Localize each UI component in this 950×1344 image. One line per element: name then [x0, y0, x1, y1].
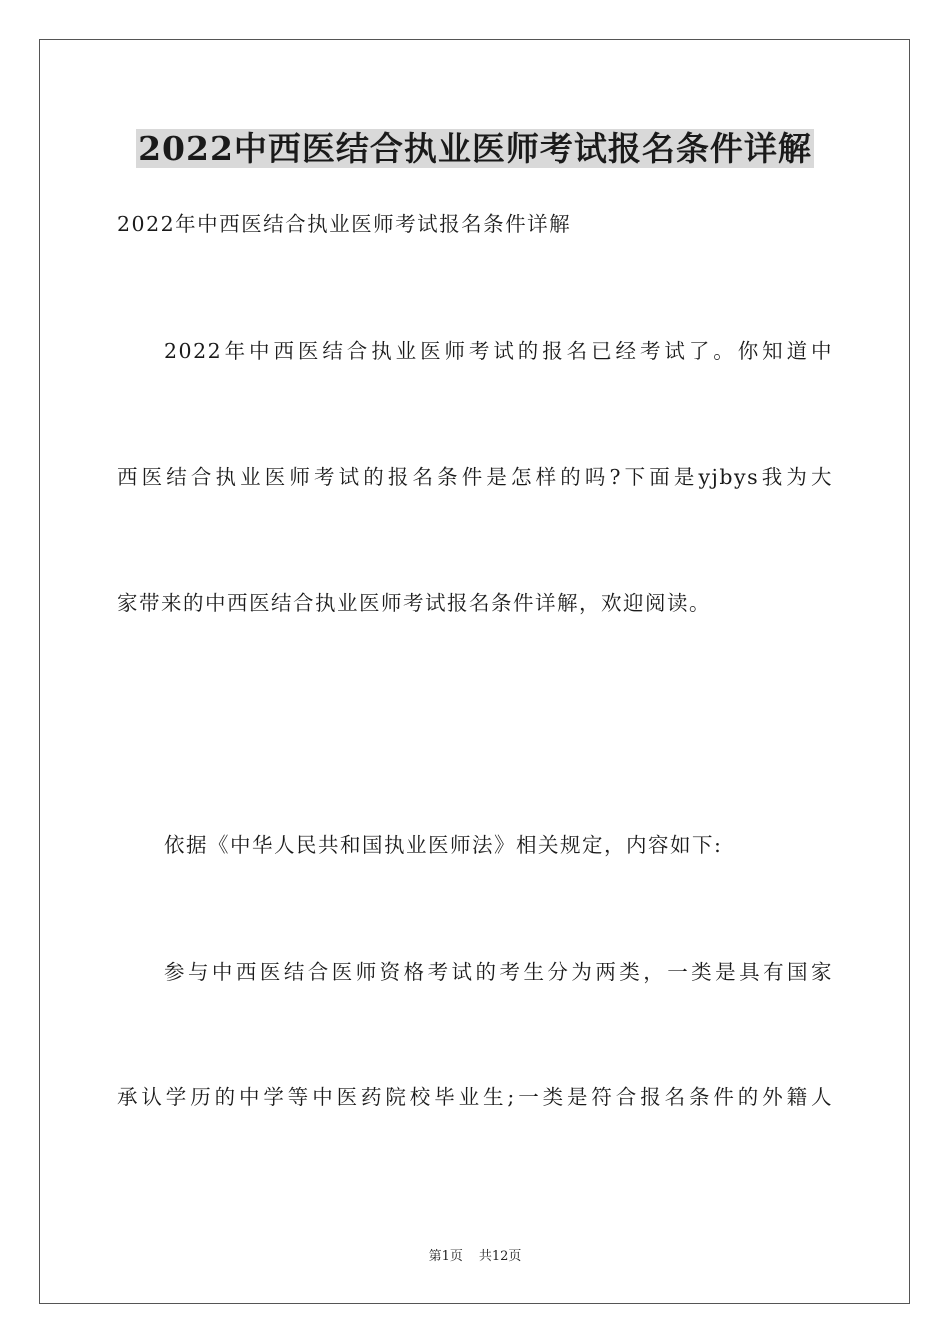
subtitle-line: 2022年中西医结合执业医师考试报名条件详解 [117, 212, 572, 236]
document-title [0, 127, 950, 171]
paragraph-line: 家带来的中西医结合执业医师考试报名条件详解，欢迎阅读。 [117, 591, 711, 615]
paragraph-line: 承认学历的中学等中医药院校毕业生;一类是符合报名条件的外籍人 [117, 1085, 833, 1109]
paragraph-line: 依据《中华人民共和国执业医师法》相关规定，内容如下: [164, 833, 723, 857]
paragraph-line: 西医结合执业医师考试的报名条件是怎样的吗?下面是yjbys我为大 [117, 465, 833, 489]
paragraph-line: 2022年中西医结合执业医师考试的报名已经考试了。你知道中 [164, 339, 833, 363]
paragraph-line: 参与中西医结合医师资格考试的考生分为两类，一类是具有国家 [164, 960, 833, 984]
page-footer [0, 1248, 950, 1266]
page-number-current: 第1页 [428, 1249, 463, 1264]
page-number-total: 共12页 [478, 1249, 522, 1264]
document-title-text: 2022中西医结合执业医师考试报名条件详解 [138, 129, 812, 168]
